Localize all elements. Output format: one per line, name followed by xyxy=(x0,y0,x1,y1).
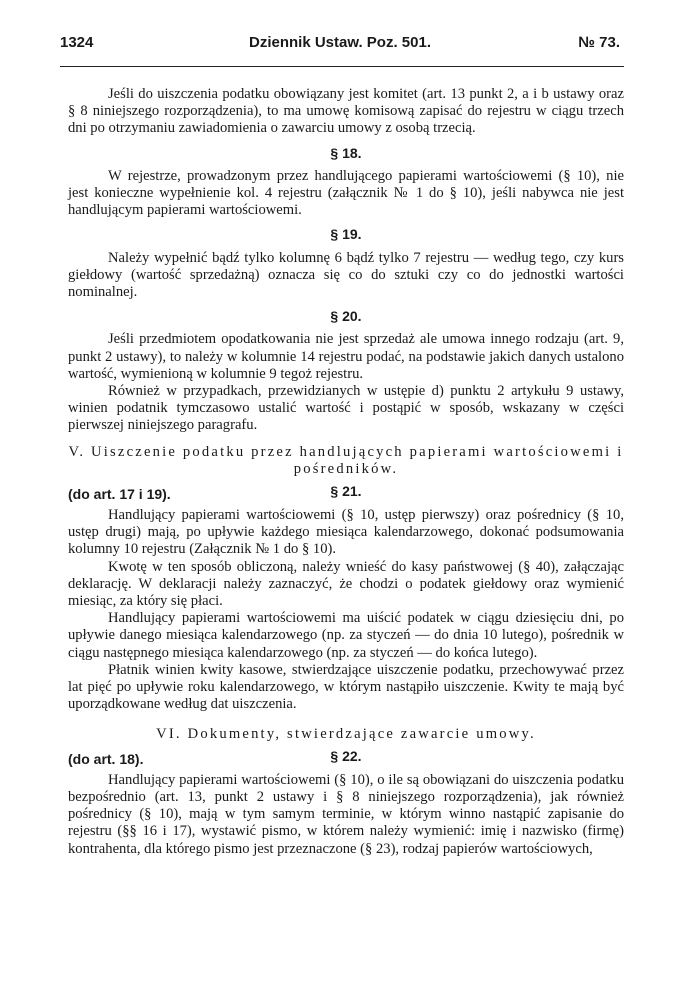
section-row-21 xyxy=(68,483,624,501)
page-header xyxy=(60,34,620,56)
paragraph-18-1: W rejestrze, prowadzonym przez handlującego papierami wartościowemi (§ 10), nie jest konieczne wypełnienie kol. 4 rejestru (załącznik № 1 do § 10), jeśli nabywca nie jest handlującym papierami wartościowemi. xyxy=(68,167,624,219)
document-body xyxy=(68,86,624,858)
journal-title: Dziennik Ustaw. Poz. 501. xyxy=(249,34,431,51)
page-number: 1324 xyxy=(60,34,94,51)
section-heading-22: § 22. xyxy=(330,747,362,764)
paragraph-20-2: Również w przypadkach, przewidzianych w ustępie d) punktu 2 artykułu 9 ustawy, winien podatnik tymczasowo ustalić wartość i postąpić w sposób, wskazany w części pierwszej niniejszego paragrafu. xyxy=(68,383,624,434)
paragraph-21-3: Handlujący papierami wartościowemi ma uiścić podatek w ciągu dziesięciu dni, po upływie danego miesiąca kalendarzowego (np. za styczeń — do dnia 10 lutego), pośrednik w ciągu następnego miesiąca kalendarzowego (np. za styczeń — do końca lutego). xyxy=(68,610,624,661)
section-heading-20: § 20. xyxy=(330,308,362,325)
article-reference-21: (do art. 17 i 19). xyxy=(68,486,171,503)
section-heading-19: § 19. xyxy=(330,226,362,243)
issue-number: № 73. xyxy=(578,34,620,51)
header-rule xyxy=(60,66,624,67)
paragraph-19-1: Należy wypełnić bądź tylko kolumnę 6 bądź tylko 7 rejestru — według tego, czy kurs giełdowy (wartość sprzedażną) oznacza się co do sztuki czy co do jednostki wartości nominalnej. xyxy=(68,249,624,301)
section-heading-21: § 21. xyxy=(330,483,362,500)
paragraph-21-4: Płatnik winien kwity kasowe, stwierdzające uiszczenie podatku, przechowywać przez lat pięć po upływie roku kalendarzowego, w którym nastąpiło uiszczenie. Kwity te mają być uporządkowane według dat uiszczenia. xyxy=(68,661,624,713)
paragraph-21-1: Handlujący papierami wartościowemi (§ 10, ustęp pierwszy) oraz pośrednicy (§ 10, ustęp drugi) mają, po upływie każdego miesiąca kalendarzowego, dokonać podsumowania kolumny 10 rejestru (Załącznik № 1 do § 10). xyxy=(68,507,624,558)
paragraph-22-1: Handlujący papierami wartościowemi (§ 10), o ile są obowiązani do uiszczenia podatku bezpośrednio (art. 13, punkt 2 ustawy i § 8 niniejszego rozporządzenia), jak również pośrednicy (§ 10), mają w tym samym terminie, w którym winno nastąpić zapisanie do rejestru (§§ 16 i 17), wystawić pismo, w którem należy wymienić: imię i nazwisko (firmę) kontrahenta, dla którego pismo jest przeznaczone (§ 23), rodzaj papierów wartościowych, xyxy=(68,771,624,857)
paragraph-intro: Jeśli do uiszczenia podatku obowiązany jest komitet (art. 13 punkt 2, a i b ustawy oraz § 8 niniejszego rozporządzenia), to ma umowę komisową zapisać do rejestru w ciągu trzech dni po otrzymaniu zawiadomienia o zawarciu umowy z osobą trzecią. xyxy=(68,86,624,137)
chapter-heading-5: V. Uiszczenie podatku przez handlujących papierami wartościowemi i pośredników. xyxy=(68,443,624,477)
paragraph-20-1: Jeśli przedmiotem opodatkowania nie jest sprzedaż ale umowa innego rodzaju (art. 9, punkt 2 ustawy), to należy w kolumnie 14 rejestru podać, na podstawie jakich danych ustalono wartość, wymienioną w kolumnie 9 tegoż rejestru. xyxy=(68,331,624,382)
paragraph-21-2: Kwotę w ten sposób obliczoną, należy wnieść do kasy państwowej (§ 40), załączając deklarację. W deklaracji należy zaznaczyć, że chodzi o podatek giełdowy oraz wymienić miesiąc, za który się płaci. xyxy=(68,558,624,610)
article-reference-22: (do art. 18). xyxy=(68,750,144,767)
chapter-heading-6: VI. Dokumenty, stwierdzające zawarcie umowy. xyxy=(156,725,536,742)
section-heading-18: § 18. xyxy=(330,144,362,161)
section-row-22 xyxy=(68,748,624,766)
